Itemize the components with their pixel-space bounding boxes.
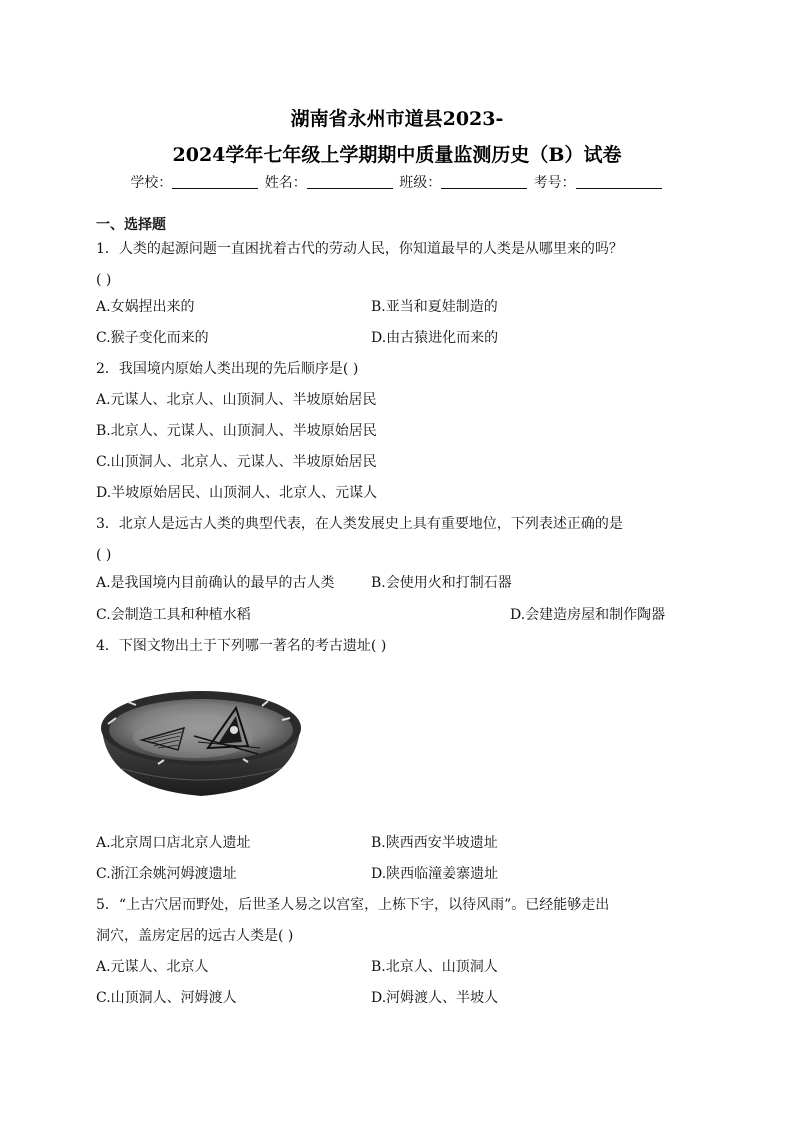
painted-pottery-bowl-image — [98, 688, 304, 798]
exam-number-label: 考号： — [533, 175, 576, 191]
school-label: 学校： — [130, 175, 173, 191]
q1-option-b[interactable]: B.亚当和夏娃制造的 — [371, 299, 498, 315]
q4-option-b[interactable]: B.陕西西安半坡遗址 — [371, 835, 498, 851]
class-label: 班级： — [399, 175, 442, 191]
q1-option-d[interactable]: D.由古猿进化而来的 — [371, 330, 499, 346]
q5-option-c[interactable]: C.山顶洞人、河姆渡人 — [96, 990, 237, 1006]
q2-stem: 2．我国境内原始人类出现的先后顺序是( ) — [96, 361, 359, 377]
q1-option-a[interactable]: A.女娲捏出来的 — [96, 299, 195, 315]
q3-stem-line1: 3．北京人是远古人类的典型代表，在人类发展史上具有重要地位，下列表述正确的是 — [96, 516, 623, 532]
school-blank[interactable] — [172, 174, 258, 189]
q2-option-a[interactable]: A.元谋人、北京人、山顶洞人、半坡原始居民 — [96, 392, 377, 408]
q3-stem-line2: ( ) — [96, 547, 112, 563]
q3-option-d[interactable]: D.会建造房屋和制作陶器 — [510, 607, 666, 623]
q2-option-c[interactable]: C.山顶洞人、北京人、元谋人、半坡原始居民 — [96, 454, 377, 470]
q5-stem-line2: 洞穴，盖房定居的远古人类是( ) — [96, 928, 294, 944]
q4-stem: 4．下图文物出土于下列哪一著名的考古遗址( ) — [96, 638, 387, 654]
q3-option-a[interactable]: A.是我国境内目前确认的最早的古人类 — [96, 575, 335, 591]
q3-option-b[interactable]: B.会使用火和打制石器 — [371, 575, 512, 591]
exam-title-line2: 2024学年七年级上学期期中质量监测历史（B）试卷 — [172, 144, 622, 166]
q4-option-d[interactable]: D.陕西临潼姜寨遗址 — [371, 866, 499, 882]
q3-option-c[interactable]: C.会制造工具和种植水稻 — [96, 607, 251, 623]
student-info-row — [0, 172, 794, 192]
q5-stem-line1: 5．“上古穴居而野处，后世圣人易之以宫室，上栋下宇，以待风雨”。已经能够走出 — [96, 897, 610, 913]
q1-stem-line2: ( ) — [96, 272, 112, 288]
q4-option-c[interactable]: C.浙江余姚河姆渡遗址 — [96, 866, 237, 882]
q4-option-a[interactable]: A.北京周口店北京人遗址 — [96, 835, 251, 851]
name-blank[interactable] — [307, 174, 393, 189]
q1-option-c[interactable]: C.猴子变化而来的 — [96, 330, 209, 346]
q5-option-a[interactable]: A.元谋人、北京人 — [96, 959, 209, 975]
exam-number-blank[interactable] — [576, 174, 662, 189]
section-title: 一、选择题 — [96, 217, 166, 233]
class-blank[interactable] — [441, 174, 527, 189]
q1-stem-line1: 1．人类的起源问题一直困扰着古代的劳动人民，你知道最早的人类是从哪里来的吗？ — [96, 241, 623, 257]
q2-option-b[interactable]: B.北京人、元谋人、山顶洞人、半坡原始居民 — [96, 423, 377, 439]
q5-option-b[interactable]: B.北京人、山顶洞人 — [371, 959, 498, 975]
name-label: 姓名： — [264, 175, 307, 191]
exam-title-line1: 湖南省永州市道县2023- — [290, 108, 504, 130]
q5-option-d[interactable]: D.河姆渡人、半坡人 — [371, 990, 499, 1006]
q2-option-d[interactable]: D.半坡原始居民、山顶洞人、北京人、元谋人 — [96, 485, 378, 501]
